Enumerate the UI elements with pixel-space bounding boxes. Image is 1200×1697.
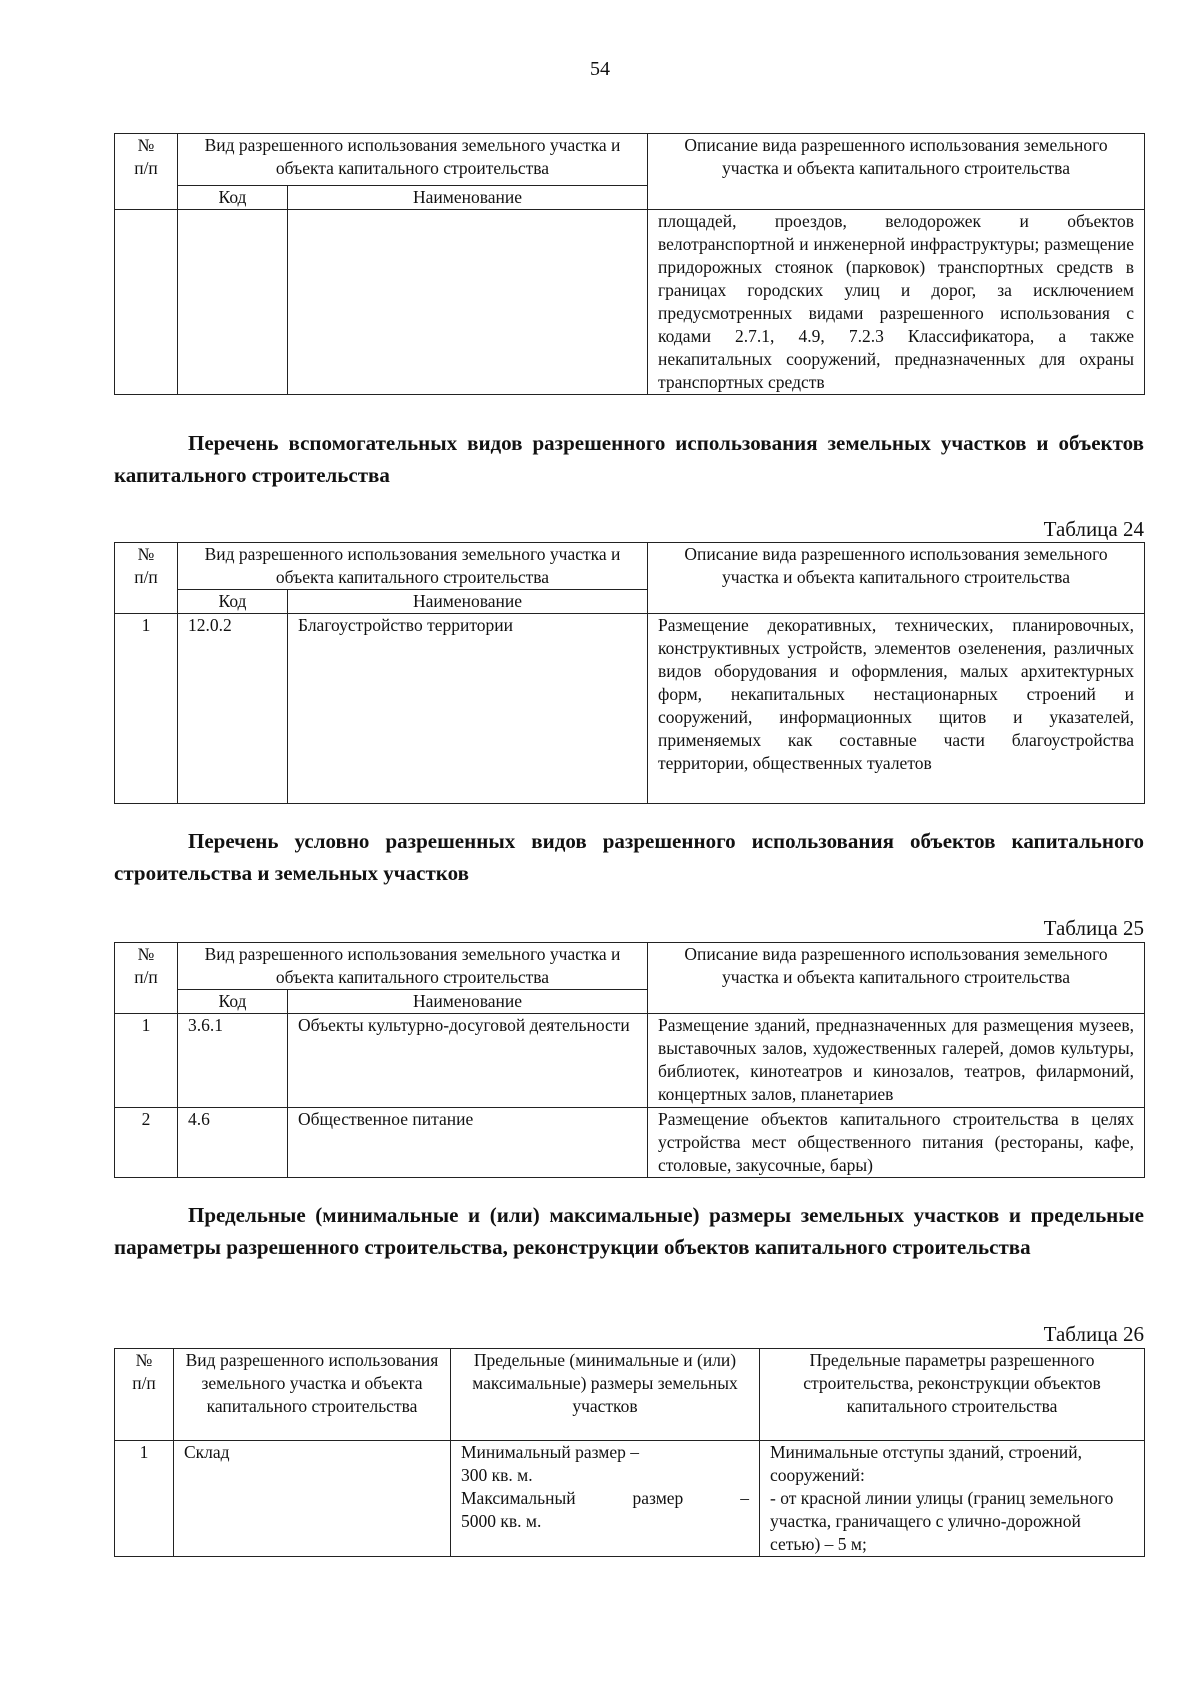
sizes-line: Максимальный размер –	[461, 1488, 749, 1508]
row-num: 1	[115, 614, 178, 804]
params-line: - от красной линии улицы (границ земельного участка, граничащего с улично-дорожной сетью) – 5 м;	[770, 1488, 1114, 1554]
sizes-line: 5000 кв. м.	[461, 1511, 542, 1531]
row-name: Объекты культурно-досуговой деятельности	[288, 1014, 648, 1108]
params-line: Минимальные отступы зданий, строений, сооружений:	[770, 1442, 1083, 1485]
row-description: Размещение зданий, предназначенных для размещения музеев, выставочных залов, художественных галерей, домов культуры, библиотек, кинотеатров и кинозалов, театров, филармоний, концертных залов, планетариев	[648, 1014, 1145, 1108]
table-26	[114, 1348, 1145, 1557]
table-25	[114, 942, 1145, 1178]
row-num: 1	[115, 1441, 174, 1557]
header-params: Предельные параметры разрешенного строительства, реконструкции объектов капитального строительства	[760, 1349, 1145, 1441]
header-sizes: Предельные (минимальные и (или) максимальные) размеры земельных участков	[451, 1349, 760, 1441]
header-name: Наименование	[288, 590, 648, 614]
header-name: Наименование	[288, 186, 648, 210]
row-sizes	[451, 1441, 760, 1557]
limits-heading: Предельные (минимальные и (или) максимальные) размеры земельных участков и предельные параметры разрешенного строительства, реконструкции объектов капитального строительства	[114, 1203, 1144, 1259]
cont-code	[178, 210, 288, 395]
cont-num	[115, 210, 178, 395]
row-description: Размещение декоративных, технических, планировочных, конструктивных устройств, элементов озеленения, различных видов оборудования и оформления, малых архитектурных форм, некапитальных нестационарных строений и сооружений, информационных щитов и указателей, применяемых как составные части благоустройства территории, общественных туалетов	[648, 614, 1145, 804]
header-num: № п/п	[115, 943, 178, 1014]
header-num: № п/п	[115, 543, 178, 614]
table-row	[115, 614, 1145, 804]
row-code: 4.6	[178, 1108, 288, 1178]
row-num: 2	[115, 1108, 178, 1178]
header-code: Код	[178, 990, 288, 1014]
table-25-caption: Таблица 25	[1043, 916, 1144, 940]
conditional-heading: Перечень условно разрешенных видов разрешенного использования объектов капитального строительства и земельных участков	[114, 829, 1144, 885]
row-name: Благоустройство территории	[288, 614, 648, 804]
row-num: 1	[115, 1014, 178, 1108]
continuation-table	[114, 133, 1145, 395]
row-code: 12.0.2	[178, 614, 288, 804]
header-description: Описание вида разрешенного использования земельного участка и объекта капитального строительства	[648, 543, 1145, 614]
table-row	[115, 1014, 1145, 1108]
cont-name	[288, 210, 648, 395]
header-description: Описание вида разрешенного использования земельного участка и объекта капитального строительства	[648, 134, 1145, 210]
table-row	[115, 1108, 1145, 1178]
header-code: Код	[178, 590, 288, 614]
sizes-line: Минимальный размер –	[461, 1442, 640, 1462]
row-description: Размещение объектов капитального строительства в целях устройства мест общественного питания (рестораны, кафе, столовые, закусочные, бары)	[648, 1108, 1145, 1178]
header-description: Описание вида разрешенного использования земельного участка и объекта капитального строительства	[648, 943, 1145, 1014]
row-kind: Склад	[174, 1441, 451, 1557]
header-kind: Вид разрешенного использования земельного участка и объекта капитального строительства	[178, 943, 648, 990]
header-num: № п/п	[115, 134, 178, 210]
row-code: 3.6.1	[178, 1014, 288, 1108]
row-params	[760, 1441, 1145, 1557]
table-row	[115, 1441, 1145, 1557]
sizes-line: 300 кв. м.	[461, 1465, 533, 1485]
cont-description: площадей, проездов, велодорожек и объектов велотранспортной и инженерной инфраструктуры; размещение придорожных стоянок (парковок) транспортных средств в границах городских улиц и дорог, за исключением предусмотренных видами разрешенного использования с кодами 2.7.1, 4.9, 7.2.3 Классификатора, а также некапитальных сооружений, предназначенных для охраны транспортных средств	[648, 210, 1145, 395]
table-26-caption: Таблица 26	[1043, 1322, 1144, 1346]
header-kind: Вид разрешенного использования земельного участка и объекта капитального строительства	[178, 543, 648, 590]
header-kind: Вид разрешенного использования земельного участка и объекта капитального строительства	[178, 134, 648, 186]
auxiliary-heading: Перечень вспомогательных видов разрешенного использования земельных участков и объектов капитального строительства	[114, 431, 1144, 487]
table-24-caption: Таблица 24	[1043, 517, 1144, 541]
table-24	[114, 542, 1145, 804]
header-name: Наименование	[288, 990, 648, 1014]
header-kind: Вид разрешенного использования земельного участка и объекта капитального строительства	[174, 1349, 451, 1441]
row-name: Общественное питание	[288, 1108, 648, 1178]
header-num: № п/п	[115, 1349, 174, 1441]
header-code: Код	[178, 186, 288, 210]
page-number: 54	[590, 58, 610, 80]
